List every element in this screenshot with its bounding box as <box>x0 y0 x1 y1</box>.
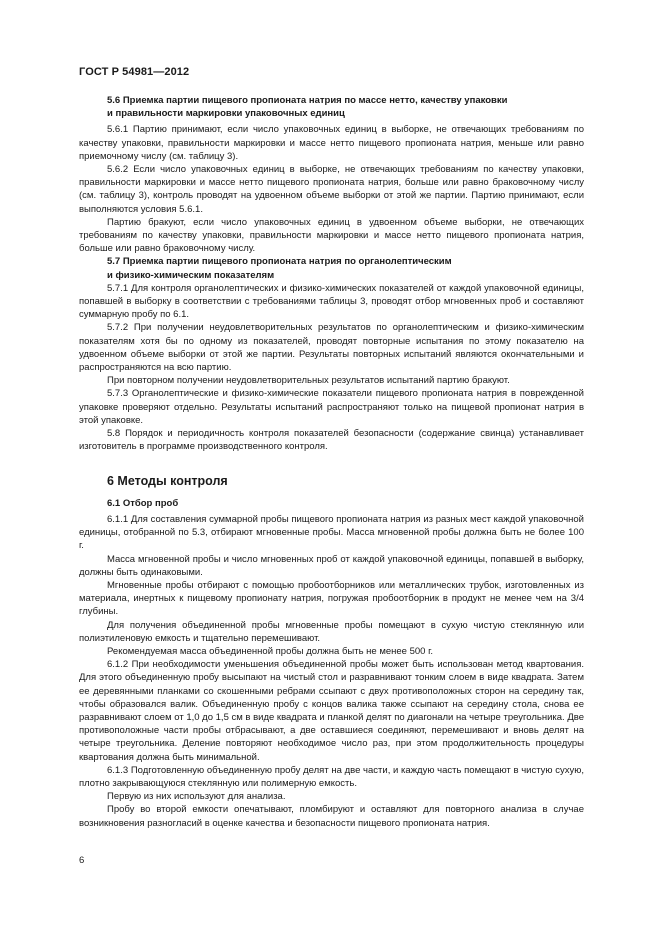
clause-6-1-heading: 6.1 Отбор проб <box>107 497 179 509</box>
document-body <box>79 94 584 830</box>
clause-5-7-3: 5.7.3 Органолептические и физико-химические показатели пищевого пропионата натрия в поврежденной упаковке проверяют отдельно. Результаты испытаний распространяют только на пищевой пропионат натрия в этой упаковке. <box>79 388 584 426</box>
clause-6-1-1: 6.1.1 Для составления суммарной пробы пищевого пропионата натрия из разных мест каждой упаковочной единицы, отобранной по 5.3, отбирают мгновенные пробы. Масса мгновенной пробы должна быть не более 100 г. <box>79 513 584 552</box>
clause-6-1-2: 6.1.2 При необходимости уменьшения объединенной пробы может быть использован метод квартования. Для этого объединенную пробу высыпают на чистый стол и разравнивают тонким слоем в виде квадрата. Затем ее деревянными планками со скошенными ребрами ссыпают с двух противоположных сторон на середину так, чтобы образовался валик. Объединенную пробу с концов валика также ссыпают на середину стола, снова ее разравнивают слоем от 1,0 до 1,5 см в виде квадрата и планкой делят по диагонали на четыре треугольника. Две противоположные части пробы отбрасывают, а две оставшиеся соединяют, перемешивают и вновь делят на четыре треугольника. Деление повторяют необходимое число раз, при этом продолжительность процедуры квартования должна быть минимальной. <box>79 659 584 763</box>
clause-6-1-3-p3: Пробу во второй емкости опечатывают, пломбируют и оставляют для повторного анализа в случае возникновения разногласий в оценке качества и безопасности пищевого пропионата натрия. <box>79 804 584 829</box>
clause-5-7-2: 5.7.2 При получении неудовлетворительных результатов по органолептическим и физико-химическим показателям хотя бы по одному из показателей, проводят повторные испытания по этому показателю на удвоенном объеме выборки от этой же партии. Результаты повторных испытаний являются окончательными и распространяются на всю партию. <box>79 322 584 374</box>
clause-5-6-1: 5.6.1 Партию принимают, если число упаковочных единиц в выборке, не отвечающих требованиям по качеству упаковки, правильности маркировки и массе нетто пищевого пропионата натрия, меньше или равно приемочному числу (см. таблицу 3). <box>79 124 584 162</box>
clause-5-7-heading-line1: 5.7 Приемка партии пищевого пропионата натрия по органолептическим <box>107 256 452 268</box>
clause-5-7-heading <box>79 255 584 281</box>
clause-5-6-2-continued: Партию бракуют, если число упаковочных единиц в удвоенном объеме выборки, не отвечающих требованиям по качеству упаковки, правильности маркировки и массе нетто пищевого пропионата натрия, больше или равно браковочному числу. <box>79 216 584 255</box>
clause-5-7-2-continued: При повторном получении неудовлетворительных результатов испытаний партию бракуют. <box>107 375 510 387</box>
clause-6-1-1-p2: Масса мгновенной пробы и число мгновенных проб от каждой упаковочной единицы, попавшей в выборку, должны быть одинаковыми. <box>79 553 584 578</box>
clause-6-1-1-p5: Рекомендуемая масса объединенной пробы должна быть не менее 500 г. <box>107 645 434 657</box>
page-number: 6 <box>79 855 85 866</box>
clause-6-1-1-p3: Мгновенные пробы отбирают с помощью пробоотборников или металлических трубок, изготовленных из материала, инертных к пищевому пропионату натрия, погружая пробоотборник в продукт не менее чем на 3/4 глубины. <box>79 579 584 618</box>
clause-5-7-1: 5.7.1 Для контроля органолептических и физико-химических показателей от каждой упаковочной единицы, попавшей в выборку в соответствии с требованиями таблицы 3, проводят отбор мгновенных проб и составляют суммарную пробу по 6.1. <box>79 282 584 321</box>
clause-5-6-heading-line2: и правильности маркировки упаковочных единиц <box>107 108 345 120</box>
clause-6-1-3: 6.1.3 Подготовленную объединенную пробу делят на две части, и каждую часть помещают в чистую сухую, плотно закрывающуюся стеклянную или полимерную емкость. <box>79 764 584 789</box>
clause-5-6-2: 5.6.2 Если число упаковочных единиц в выборке, не отвечающих требованиям по качеству упаковки, правильности маркировки и массе нетто пищевого пропионата натрия, больше или равно браковочному числу (см. таблицу 3), контроль проводят на удвоенном объеме выборки от этой же партии. Партию принимают, если выполняются условия 5.6.1. <box>79 164 584 215</box>
clause-5-6-heading-line1: 5.6 Приемка партии пищевого пропионата натрия по массе нетто, качеству упаковки <box>107 95 508 106</box>
section-6-heading: 6 Методы контроля <box>107 474 228 489</box>
clause-5-6-heading <box>79 94 584 120</box>
clause-6-1-3-p2: Первую из них используют для анализа. <box>107 791 286 803</box>
clause-6-1-1-p4: Для получения объединенной пробы мгновенные пробы помещают в сухую чистую стеклянную или полиэтиленовую емкость и тщательно перемешивают. <box>79 619 584 644</box>
clause-5-8: 5.8 Порядок и периодичность контроля показателей безопасности (содержание свинца) устанавливает изготовитель в программе производственного контроля. <box>79 428 584 453</box>
document-header: ГОСТ Р 54981—2012 <box>79 66 190 78</box>
clause-5-7-heading-line2: и физико-химическим показателям <box>107 269 275 281</box>
